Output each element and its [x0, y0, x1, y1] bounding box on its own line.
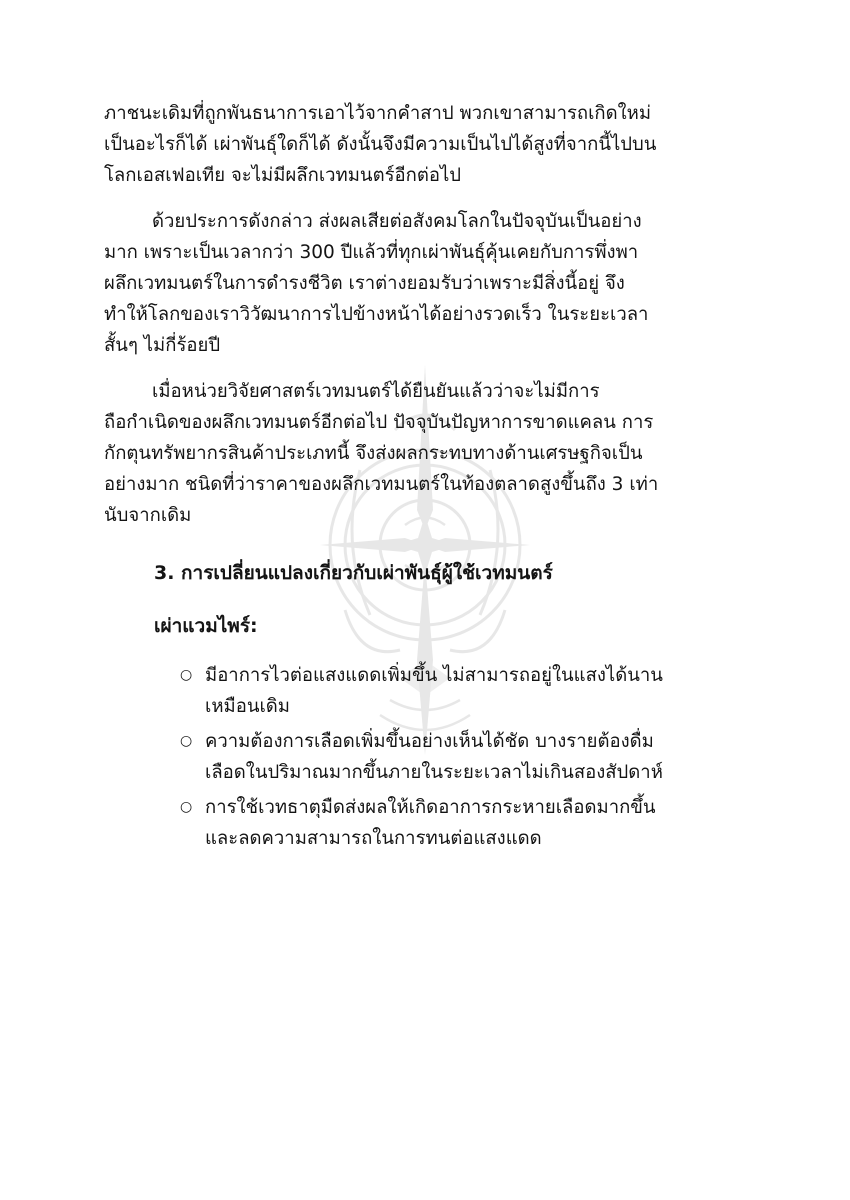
text-line: และลดความสามารถในการทนต่อแสงแดด — [205, 828, 542, 849]
text-line: การใช้เวทธาตุมืดส่งผลให้เกิดอาการกระหายเลือดมากขึ้น — [205, 797, 656, 818]
section-heading: 3. การเปลี่ยนแปลงเกี่ยวกับเผ่าพันธุ์ผู้ใช้เวทมนตร์ — [154, 562, 553, 584]
text-line: มาก เพราะเป็นเวลากว่า 300 ปีแล้วที่ทุกเผ่าพันธุ์คุ้นเคยกับการพึ่งพา — [104, 242, 639, 263]
text-line: กักตุนทรัพยากรสินค้าประเภทนี้ จึงส่งผลกระทบทางด้านเศรษฐกิจเป็น — [104, 443, 643, 464]
text-line: เมื่อหน่วยวิจัยศาสตร์เวทมนตร์ได้ยืนยันแล้วว่าจะไม่มีการ — [152, 381, 600, 402]
text-line: ผลึกเวทมนตร์ในการดำรงชีวิต เราต่างยอมรับว่าเพราะมีสิ่งนี้อยู่ จึง — [104, 273, 625, 294]
text-line: มีอาการไวต่อแสงแดดเพิ่มขึ้น ไม่สามารถอยู่ในแสงได้นาน — [205, 665, 663, 686]
list-item — [180, 660, 744, 722]
text-line: เหมือนเดิม — [205, 696, 291, 717]
text-line: สั้นๆ ไม่กี่ร้อยปี — [104, 335, 221, 356]
text-line: เลือดในปริมาณมากขึ้นภายในระยะเวลาไม่เกินสองสัปดาห์ — [205, 762, 663, 783]
circle-bullet-icon: ○ — [180, 799, 193, 815]
list-item — [180, 726, 744, 788]
text-line: ความต้องการเลือดเพิ่มขึ้นอย่างเห็นได้ชัด บางรายต้องดื่ม — [205, 731, 654, 752]
circle-bullet-icon: ○ — [180, 667, 193, 683]
text-line: โลกเอสเฟอเทีย จะไม่มีผลึกเวทมนตร์อีกต่อไป — [104, 165, 462, 186]
document-body — [104, 98, 744, 854]
text-line: ทำให้โลกของเราวิวัฒนาการไปข้างหน้าได้อย่างรวดเร็ว ในระยะเวลา — [104, 304, 649, 325]
paragraph-2 — [104, 206, 744, 361]
sub-heading: เผ่าแวมไพร์: — [154, 615, 258, 637]
text-line: นับจากเดิม — [104, 505, 192, 526]
circle-bullet-icon: ○ — [180, 733, 193, 749]
bullet-list — [104, 660, 744, 854]
text-line: ภาชนะเดิมที่ถูกพันธนาการเอาไว้จากคำสาป พวกเขาสามารถเกิดใหม่ — [104, 103, 652, 124]
text-line: ด้วยประการดังกล่าว ส่งผลเสียต่อสังคมโลกในปัจจุบันเป็นอย่าง — [152, 211, 642, 232]
list-item — [180, 792, 744, 854]
text-line: เป็นอะไรก็ได้ เผ่าพันธุ์ใดก็ได้ ดังนั้นจึงมีความเป็นไปได้สูงที่จากนี้ไปบน — [104, 134, 657, 155]
paragraph-1 — [104, 98, 744, 191]
text-line: อย่างมาก ชนิดที่ว่าราคาของผลึกเวทมนตร์ในท้องตลาดสูงขึ้นถึง 3 เท่า — [104, 474, 659, 495]
paragraph-3 — [104, 376, 744, 531]
text-line: ถือกำเนิดของผลึกเวทมนตร์อีกต่อไป ปัจจุบันปัญหาการขาดแคลน การ — [104, 412, 654, 433]
